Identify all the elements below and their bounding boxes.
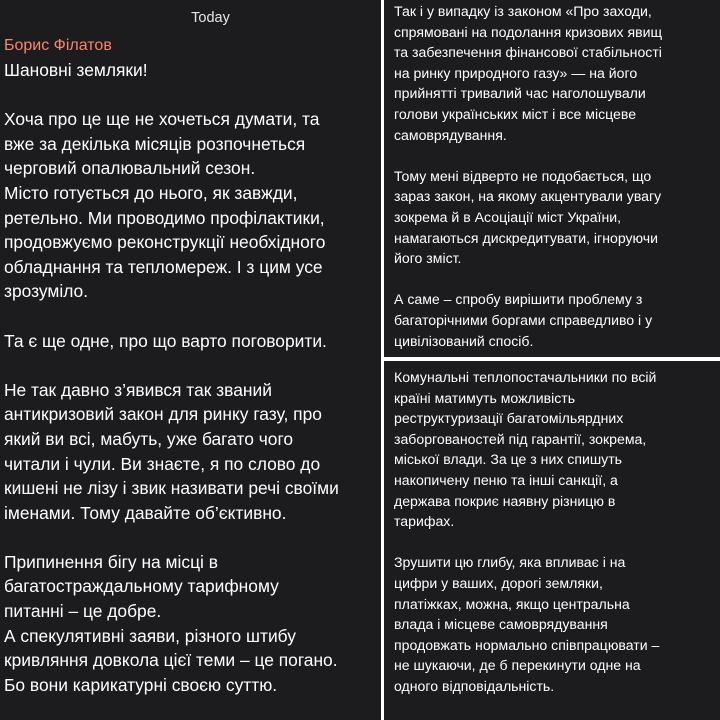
message-continuation-text	[394, 367, 716, 697]
message-paragraph: Зрушити цю глибу, яка впливає і на цифри у ваших, дорогі земляки, платіжках, можна, якщо центральна влада і місцеве самоврядування продовжать нормально співпрацювати – не шукаючи, де б перекинути одне на одного відповідальність.	[394, 554, 660, 694]
message-continuation-pane-bottom	[384, 361, 720, 720]
message-paragraph: Та є ще одне, про що варто поговорити.	[4, 330, 327, 351]
message-continuation-pane-top	[384, 0, 720, 357]
message-bubble[interactable]	[4, 36, 381, 697]
message-paragraph: Хоча про це ще не хочеться думати, та вже за декілька місяців розпочнеться черговий опалювальний сезон. Місто готується до нього, як завжди, ретельно. Ми проводимо профілактики, продовжуємо реконструкції необхідного обладнання та тепломереж. І з цим усе зрозуміло.	[4, 109, 326, 302]
message-paragraph: Припинення бігу на місці в багатостраждальному тарифному питанні – це добре. А спекулятивні заяви, різного штибу кривляння довкола цієї теми – це погано. Бо вони карикатурні своєю суттю.	[4, 551, 338, 695]
date-header: Today	[191, 10, 230, 26]
message-continuation-text	[394, 1, 716, 351]
sender-name[interactable]: Борис Філатов	[4, 37, 112, 54]
message-paragraph: Не так давно з’явився так званий антикризовий закон для ринку газу, про який ви всі, мабуть, уже багато чого читали і чули. Ви знаєте, я по слово до кишені не лізу і звик називати речі своїми іменами. Тому давайте об’єктивно.	[4, 379, 339, 523]
message-paragraph: Так і у випадку із законом «Про заходи, спрямовані на подолання кризових явищ та забезпечення фінансової стабільності на ринку природного газу» — на його прийнятті тривалий час наголошували голови українських міст і все місцеве самоврядування.	[394, 3, 663, 143]
message-paragraph: Шановні земляки!	[4, 60, 148, 80]
message-paragraph: А саме – спробу вирішити проблему з багаторічними боргами справедливо і у цивілізований спосіб.	[394, 291, 653, 349]
message-paragraph: Комунальні теплопостачальники по всій країні матимуть можливість реструктуризації багатомільярдних заборгованостей під гарантії, зокрема, міської влади. За це з них спишуть накопичену пеню та інші санкції, а держава покриє наявну різницю в тарифах.	[394, 369, 657, 530]
message-paragraph: Тому мені відверто не подобається, що зараз закон, на якому акцентували увагу зокрема й в Асоціації міст України, намагаються дискредитувати, ігноруючи його зміст.	[394, 167, 662, 267]
